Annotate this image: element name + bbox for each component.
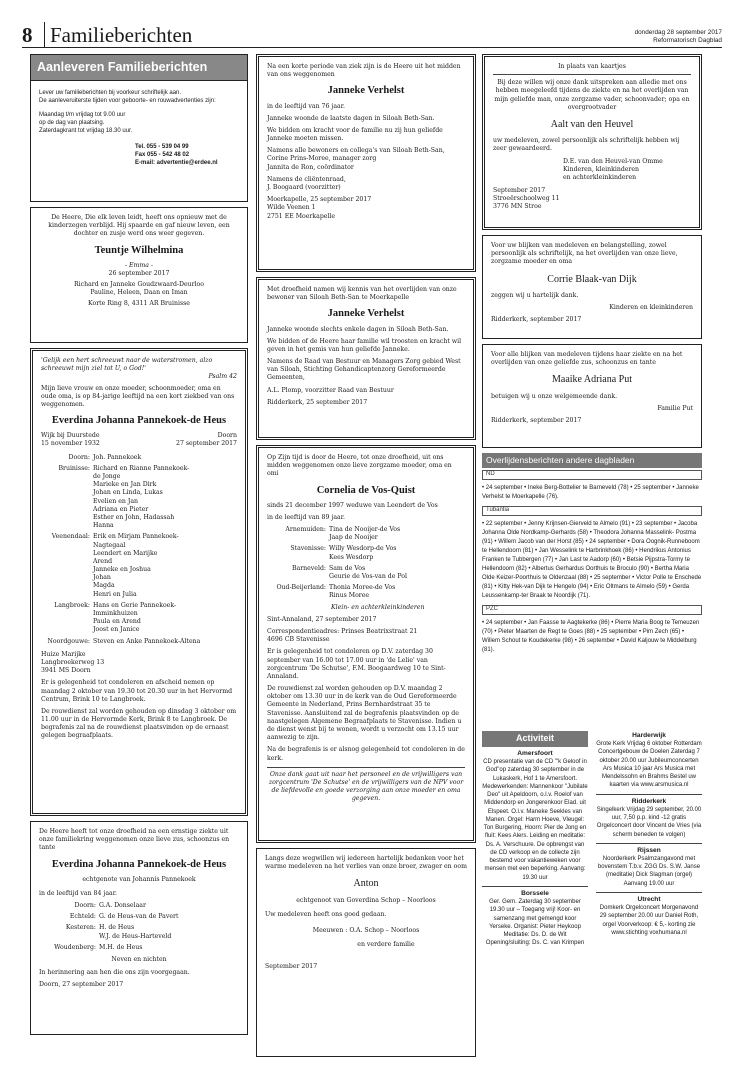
obit-text: Janneke woonde de laatste dagen in Siloah Beth-San. xyxy=(267,114,435,122)
page-number: 8 xyxy=(22,23,33,47)
page-header xyxy=(22,22,722,48)
obit-correspondence: Correspondentieadres: Prinses Beatrixstraat 21 xyxy=(267,627,418,635)
family-place: Doorn: xyxy=(74,902,96,910)
thanks-aalt xyxy=(482,54,702,230)
thanks-maaike xyxy=(482,344,702,448)
ad-body xyxy=(39,89,239,168)
thanks-spouse: echtgenoot van Goverdina Schop – Noorloos xyxy=(296,896,436,904)
obit-memory: In herinnering aan hen die ons zijn voorgegaan. xyxy=(39,969,190,977)
family-member: Geurie de Vos-van de Pol xyxy=(329,573,407,580)
family-member: Johan xyxy=(93,574,111,582)
activity-city: Harderwijk xyxy=(632,732,666,739)
thanks-signatory: Familie Put xyxy=(657,404,693,412)
family-members xyxy=(99,902,239,910)
activities-left xyxy=(482,731,588,1068)
ad-tel: Tel. 055 - 539 04 99 xyxy=(135,143,189,150)
family-members xyxy=(329,545,465,561)
obit-quote-ref: Psalm 42 xyxy=(208,373,237,381)
address-line: Langbroekerweg 13 xyxy=(41,658,105,666)
family-place: Noordgouwe: xyxy=(47,637,90,645)
family-member: de Jonge xyxy=(93,473,121,480)
obit-text: Janneke woonde slechts enkele dagen in Siloah Beth-San. xyxy=(267,325,449,333)
obituary-janneke-2 xyxy=(256,277,476,440)
thanks-intro: Voor alle blijken van medeleven tijdens haar ziekte en na het overlijden van onze geliefde zus, schoonzus en tante xyxy=(491,351,683,367)
family-member: Evelien en Jan xyxy=(93,497,139,505)
family-place: Langbroek: xyxy=(54,601,90,609)
obit-signatory: Corine Prins-Moree, manager zorg xyxy=(267,155,377,163)
family-row xyxy=(41,602,237,635)
activity-item xyxy=(482,749,588,882)
family-list xyxy=(39,902,239,952)
birth-date: 15 november 1932 xyxy=(41,440,100,448)
family-member: Janneke en Joshua xyxy=(93,566,151,574)
birth-announcement xyxy=(30,207,248,343)
birth-name: Teuntje Wilhelmina xyxy=(94,244,184,256)
family-member: Nagtegaal xyxy=(93,541,126,549)
obit-name: Everdina Johanna Pannekoek-de Heus xyxy=(51,858,227,870)
family-members xyxy=(93,465,237,531)
family-row xyxy=(39,944,239,952)
paper-tag-pzc: PZC xyxy=(482,605,702,615)
obit-date: Sint-Annaland, 27 september 2017 xyxy=(267,615,377,623)
obit-widow: sinds 21 december 1997 weduwe van Leendert de Vos xyxy=(267,501,438,509)
ad-title: Aanleveren Familieberichten xyxy=(31,55,247,81)
family-members xyxy=(99,913,239,921)
activity-city: Borssele xyxy=(521,889,549,897)
family-member: Kees Wesdorp xyxy=(329,553,374,561)
obituary-janneke-1 xyxy=(256,54,476,272)
thanks-signatory: en achterkleinkinderen xyxy=(563,173,637,181)
family-members xyxy=(99,924,239,940)
paper-tag-tubantia: Tubantia xyxy=(482,506,702,516)
activity-city: Rijssen xyxy=(637,846,661,854)
activities-list xyxy=(482,749,588,948)
obit-address xyxy=(41,651,237,676)
obit-thanks: Onze dank gaat uit naar het personeel en de vrijwilligers van zorgcentrum 'De Schutse' en de vrijwilligers van de NPV voor de liefdevolle en goede verzorging aan onze moeder en oma gegeven. xyxy=(267,767,465,804)
family-row xyxy=(267,565,465,581)
thanks-date: Ridderkerk, september 2017 xyxy=(491,416,582,424)
family-member: W.J. de Heus-Harteveld xyxy=(99,932,172,940)
thanks-signatory: en verdere familie xyxy=(357,941,415,949)
family-place: Kesteren: xyxy=(65,924,96,932)
family-row xyxy=(39,913,239,921)
family-member: Magda xyxy=(93,582,115,590)
activity-item xyxy=(596,794,702,839)
family-member: G. de Heus-van de Pavert xyxy=(99,913,179,921)
family-member: Steven en Anke Pannekoek-Altena xyxy=(93,637,201,645)
address-line: 3941 MS Doorn xyxy=(41,667,91,675)
ad-line: op de dag van plaatsing. xyxy=(39,119,105,126)
obit-spouse: echtgenote van Johannis Pannekoek xyxy=(82,875,196,883)
column-2 xyxy=(256,54,476,1062)
activity-text: Domkerk Orgelconcert Morgenavond 29 september 20.00 uur Daniel Roth, orgel Voorverkoop: € 5,- korting zie www.stichting voxhumana.nl xyxy=(599,905,699,936)
obit-correspondence: 4696 CB Stavenisse xyxy=(267,636,330,644)
obit-neven: Neven en nichten xyxy=(111,956,167,963)
obituary-everdina-1 xyxy=(30,348,248,816)
family-member: Tina de Nooijer-de Vos xyxy=(329,526,401,534)
family-member: Sam de Vos xyxy=(329,564,366,572)
family-place: Oud-Beijerland: xyxy=(276,584,326,592)
activity-text: Singelkerk Vrijdag 29 september, 20.00 uur, 7,50 p.p. kind -12 gratis Orgelconcert door Vincent de Vries (via scherm beneden te volgen) xyxy=(596,806,702,838)
obit-intro: De Heere heeft tot onze droefheid na een ernstige ziekte uit onze familiekring weggenomen onze lieve zus, schoonzus en tante xyxy=(39,828,230,852)
family-place: Barneveld: xyxy=(291,564,326,572)
obit-text: Namens de cliëntenraad, xyxy=(267,175,346,183)
family-member: Johan en Linda, Lukas xyxy=(93,489,163,497)
ad-fax: Fax 055 - 542 48 02 xyxy=(135,152,190,159)
family-place: Echteld: xyxy=(69,913,96,921)
family-members xyxy=(329,565,465,581)
obit-signatory: Jannita de Ron, coördinator xyxy=(267,163,354,171)
thanks-signatory: Kinderen, kleinkinderen xyxy=(563,165,640,173)
obit-intro: Mijn lieve vrouw en onze moeder, schoonmoeder, oma en oude oma, is op 84-jarige leeftijd na een kort ziekbed van ons weggenomen. xyxy=(41,384,235,408)
family-member: Esther en John, Hadassah xyxy=(93,513,175,521)
obit-date: Doorn, 27 september 2017 xyxy=(39,981,124,989)
obit-quote: 'Gelijk een hert schreeuwt naar de waterstromen, alzo schreeuwt mijn ziel tot U, o God!' xyxy=(41,357,213,373)
family-member: Jaap de Nooijer xyxy=(329,534,378,542)
thanks-text: zeggen wij u hartelijk dank. xyxy=(491,291,579,299)
obit-text: We bidden om kracht voor de familie nu zij hun geliefde Janneke moeten missen. xyxy=(267,126,443,143)
thanks-corrie xyxy=(482,235,702,339)
family-list xyxy=(267,526,465,601)
family-member: G.A. Donselaar xyxy=(99,902,146,910)
other-papers-title: Overlijdensberichten andere dagbladen xyxy=(482,453,702,468)
activities xyxy=(482,731,702,1068)
address-line: Moerkapelle, 25 september 2017 xyxy=(267,196,372,204)
family-member: Thonia Moree-de Vos xyxy=(329,584,396,592)
obit-text: Na de begrafenis is er alsnog gelegenheid tot condoleren in de kerk. xyxy=(267,746,465,762)
activity-item xyxy=(596,843,702,888)
header-meta xyxy=(635,29,722,45)
family-member: Henri en Julia xyxy=(93,590,137,598)
thanks-date: September 2017 xyxy=(265,963,318,971)
birth-nickname: - Emma - xyxy=(124,261,154,269)
thanks-intro: Voor uw blijken van medeleven en belangstelling, zowel persoonlijk als schriftelijk, na het overlijden van onze lieve, zorgzame moeder en oma xyxy=(491,242,678,266)
obit-text: Namens de Raad van Bestuur en Managers Zorg gebied West van Siloah, Stichting Gehandicaptenzorg Gereformeerde Gemeenten, xyxy=(267,358,461,382)
ad-line: De aanleveruiterste tijden voor geboorte- en rouwadvertenties zijn: xyxy=(39,97,216,104)
thanks-intro: Bij deze willen wij onze dank uitspreken aan alledie met ons hebben meegeleefd tijdens de ziekte en na het overlijden van mijn geliefde man, onze zorgzame vader, schoonvader; opa en overgrootvader xyxy=(494,79,690,111)
family-member: Marieke en Jan Dirk xyxy=(93,481,157,489)
thanks-anton xyxy=(256,848,476,1057)
birth-parents: Richard en Janneke Goudzwaard-Deurloo xyxy=(73,281,204,289)
death-place: Doorn xyxy=(217,432,237,440)
obit-intro: Op Zijn tijd is door de Heere, tot onze droefheid, uit ons midden weggenomen onze lieve zorgzame moeder, oma en omi xyxy=(267,454,452,478)
thanks-text: uw medeleven, zowel persoonlijk als schriftelijk hebben wij zeer gewaardeerd. xyxy=(493,137,680,153)
activity-city: Utrecht xyxy=(637,896,661,903)
thanks-intro: Langs deze wegwillen wij iedereen hartelijk bedanken voor het warme medeleven na het verlies van onze broer, zwager en oom xyxy=(265,855,467,871)
thanks-name: Anton xyxy=(353,878,379,890)
address-line: September 2017 xyxy=(493,187,546,195)
activities-right xyxy=(596,731,702,1068)
family-members xyxy=(93,454,237,462)
paper-tag-nd: ND xyxy=(482,470,702,480)
thanks-signatory: Meeuwen : O.A. Schop – Noorloos xyxy=(312,926,420,934)
column-3 xyxy=(482,54,702,1068)
address-line: 3776 MN Stroe xyxy=(493,203,542,211)
ad-line: Maandag t/m vrijdag tot 9.00 uur xyxy=(39,111,126,118)
birth-place: Wijk bij Duurstede xyxy=(41,432,100,440)
family-members xyxy=(329,584,465,600)
family-place: Veenendaal: xyxy=(51,533,90,541)
obit-service: De rouwdienst zal worden gehouden op dinsdag 3 oktober om 11.00 uur in de Hervormde Kerk, Brink 8 te Langbroek. De begrafenis zal na de rouwdienst plaatsvinden op de ernaast gelegen begraafplaats. xyxy=(41,707,237,740)
family-members xyxy=(93,638,237,646)
obit-condolence: Er is gelegenheid tot condoleren op D.V. zaterdag 30 september van 16.00 tot 17.00 uur in 'de Lelie' van zorgcentrum 'De Schutse', F.M. Boogaardweg 10 te Sint-Annaland. xyxy=(267,648,446,680)
activities-title: Activiteit xyxy=(482,731,588,747)
paper-list-nd: • 24 september • Ineke Berg-Bottelier te Barneveld (78) • 25 september • Janneke Verhelst te Moerkapelle (76). xyxy=(482,485,699,501)
family-member: Rinus Moree xyxy=(329,592,370,600)
paper-list-tubantia: • 22 september • Jenny Krijnsen-Gierveld te Almelo (91) • 23 september • Jacoba Johanna Olde Nordkamp-Gerhards (58) • Theodora Johanna Masselink- Postma (91) • Willem Jacob van der Horst (85) • 24 september • Dora Oognik-Runneboom te Hellendoorn (81) • Jan Wesselink te Harbrinkhoek (86) • Hendrikus Antonius Franken te Tubbergen (77) • Jan Last te Aadorp (60) • Betsie Pijpstra-Tormy te Hellendoorn (82) • Albertus Gerhardus Oorthuis te Broculo (90) • Bertha Maria Olde Keizer-Poorthuis te Oldenzaal (88) • 25 september • Victor Polle te Enschede (81) • Kitty Hek-van Dijk te Hengelo (94) • Eric Oltmans te Almelo (59) • Gerda Leussenkamp-ter Braak te Noordijk (71). xyxy=(482,521,702,600)
family-members xyxy=(99,944,239,952)
obituary-everdina-2 xyxy=(30,821,248,1035)
family-members xyxy=(93,602,237,635)
family-place: Bruinisse: xyxy=(58,464,90,472)
family-row xyxy=(267,526,465,542)
ad-email[interactable]: E-mail: advertentie@erdee.nl xyxy=(135,160,218,167)
address-line: Stroeërschoolweg 11 xyxy=(493,195,560,203)
ad-line: Zaterdagkrant tot vrijdag 18.30 uur. xyxy=(39,127,133,134)
family-member: Richard en Rianne Pannekoek- xyxy=(93,464,190,472)
thanks-signatory: D.E. van den Heuvel-van Omme xyxy=(563,157,663,165)
family-member: Hans en Gerie Pannekoek- xyxy=(93,601,177,609)
obit-name: Cornelia de Vos-Quist xyxy=(316,484,416,496)
family-row xyxy=(41,465,237,531)
family-member: Joh. Pannekoek xyxy=(93,453,142,461)
family-place: Woudenberg: xyxy=(54,943,96,951)
obit-name: Everdina Johanna Pannekoek-de Heus xyxy=(51,415,227,427)
obit-service: De rouwdienst zal worden gehouden op D.V. maandag 2 oktober om 13.30 uur in de kerk van de Oud Gereformeerde Gemeente in Nederland, Prins Bernhardstraat 35 te Stavenisse. Aansluitend zal de begrafenis plaatsvinden op de naastgelegen Algemene Begraafplaats te Stavenisse. Indien u de dienst wenst bij te wonen, wordt u verzocht om 13.15 uur aanwezig te zijn. xyxy=(267,685,462,742)
activity-text: Noorderkerk Psalmzangavond met bovenstem T.b.v. ZGG Ds. S.W. Janse (meditatie) Dick Slagman (orgel) Aanvang 19.00 uur xyxy=(597,855,701,887)
thanks-name: Maaike Adriana Put xyxy=(552,374,632,386)
obit-name: Janneke Verhelst xyxy=(327,85,405,97)
family-row xyxy=(41,533,237,599)
family-row xyxy=(41,454,237,462)
family-member: Leendert en Marijke xyxy=(93,549,158,557)
obit-condolence: Er is gelegenheid tot condoleren en afscheid nemen op maandag 2 oktober van 19.30 tot 20.30 uur in het Hervormd Centrum, Brink 10 te Langbroek. xyxy=(41,679,233,703)
address-line: Wilde Veenen 1 xyxy=(267,204,316,212)
family-place: Doorn: xyxy=(68,453,90,461)
family-member: H. de Heus xyxy=(99,924,135,932)
activity-item xyxy=(482,886,588,948)
family-list xyxy=(41,454,237,646)
paper-list-pzc: • 24 september • Jan Faasse te Aagtekerke (86) • Pierre Maria Boog te Temeuzen (70) • Pieter Maarten de Regt te Goes (88) • 25 september • Pim Zech (65) • Willem Schout te Koudekerke (98) • 26 september • David Kaljouw te Middelburg (81). xyxy=(482,619,700,653)
obit-text: A.L. Plomp, voorzitter Raad van Bestuur xyxy=(267,386,394,394)
activity-city: Amersfoort xyxy=(517,749,553,757)
section-title: Familieberichten xyxy=(44,22,192,48)
obit-date: Ridderkerk, 25 september 2017 xyxy=(267,398,368,406)
activity-text: CD presentatie van de CD "'k Geloof in God"op zaterdag 30 september in de Lukaskerk, Hof 1 te Amersfoort. Medewerkenden: Mannenkoor "Jubilate Deo" uit Apeldoorn, o.l.v. Roelof van Middendorp en Jongerenkoor Elad. uit Elspeet. O.l.v. Maneke Seekles van Manen. Orgel: Harm Hoeve, Vleugel: Ton Burgering, Hoorn: Pier de Jong en fluit: Kees Alers. Leiding en meditatie: Ds. A. Verschuure. De opbrengst van de CD verkoop en de collecte zijn bestemd voor vakantieweken voor mensen met een beperking. Aanvang: 19.30 uur xyxy=(482,758,588,881)
family-place: Arnemuiden: xyxy=(285,526,326,534)
birth-address: Korte Ring 8, 4311 AR Bruinisse xyxy=(88,300,190,308)
family-row xyxy=(41,638,237,646)
obit-dates xyxy=(41,432,237,448)
thanks-signatory: Kinderen en kleinkinderen xyxy=(609,303,693,311)
birth-date: 26 september 2017 xyxy=(108,269,170,277)
address-line: 2751 EE Moerkapelle xyxy=(267,212,336,220)
family-member: Adriana en Pieter xyxy=(93,505,149,513)
ad-line: Lever uw familieberichten bij voorkeur schriftelijk aan. xyxy=(39,89,182,96)
family-members xyxy=(329,526,465,542)
family-member: M.H. de Heus xyxy=(99,943,143,951)
obit-age: in de leeftijd van 89 jaar. xyxy=(267,513,345,521)
activity-text: Ger. Gem. Zaterdag 30 september 19.30 uur – Toegang vrij! Koor- en samenzang met gemengd koor Yerseke. Organist: Pieter Heykoop Meditatie: Ds. D. de Wit Opening/sluiting: Ds. C. van Krimpen xyxy=(485,899,585,947)
activity-item xyxy=(596,731,702,790)
address-line: Huize Marijke xyxy=(41,650,86,658)
thanks-date: Ridderkerk, september 2017 xyxy=(491,316,582,324)
obit-text: Namens alle bewoners en collega's van Siloah Beth-San, xyxy=(267,147,445,155)
obit-text: We bidden of de Heere haar familie wil troosten en kracht wil geven in het gemis van hun geliefde Janneke. xyxy=(267,337,462,353)
death-date: 27 september 2017 xyxy=(176,440,237,448)
family-member: Hanna xyxy=(93,522,114,530)
obit-age: in de leeftijd van 76 jaar. xyxy=(267,102,345,110)
obit-intro: Na een korte periode van ziek zijn is de Heere uit het midden van ons weggenomen xyxy=(267,63,461,79)
family-member: Erik en Mirjam Pannekoek- xyxy=(93,533,179,541)
family-member: Willy Wesdorp-de Vos xyxy=(329,545,397,553)
obit-age: in de leeftijd van 84 jaar. xyxy=(39,889,117,897)
family-row xyxy=(39,902,239,910)
thanks-header: In plaats van kaartjes xyxy=(493,63,691,75)
obituary-cornelia xyxy=(256,445,476,843)
thanks-text: betuigen wij u onze welgemeende dank. xyxy=(491,392,618,400)
activity-item xyxy=(596,892,702,937)
obit-signatory: J. Boogaard (voorzitter) xyxy=(267,184,341,191)
activity-city: Ridderkerk xyxy=(631,797,667,805)
other-papers xyxy=(482,453,702,725)
submission-ad xyxy=(30,54,248,202)
family-members xyxy=(93,533,237,599)
family-row xyxy=(267,584,465,600)
thanks-text: Uw medeleven heeft ons goed gedaan. xyxy=(265,910,387,918)
family-member: Paula en Arend xyxy=(93,618,141,626)
birth-siblings: Pauline, Heleen, Daan en Iman xyxy=(90,289,188,297)
activity-text: Grote Kerk Vrijdag 6 oktober Rotterdam Concertgebouw de Doelen Zaterdag 7 oktober 20.00 uur Jubileumconcerten Ars Musica 10 jaar Ars Musica met Mendelssohn en Brahms Bestel uw kaarten via www.arsmusica.nl xyxy=(596,741,702,789)
header-date: donderdag 28 september 2017 xyxy=(634,29,722,36)
header-paper: Reformatorisch Dagblad xyxy=(653,37,722,44)
obit-name: Janneke Verhelst xyxy=(327,308,405,320)
birth-text: De Heere, Die elk leven leidt, heeft ons opnieuw met de kinderzegen verblijd. Hij spaarde en gaf nieuw leven, een dochter en zusje werd ons weer gegeven. xyxy=(48,214,230,238)
obit-intro: Met droefheid namen wij kennis van het overlijden van onze bewoner van Siloah Beth-San te Moerkapelle xyxy=(267,286,457,302)
family-row xyxy=(267,545,465,561)
thanks-name: Aalt van den Heuvel xyxy=(550,118,634,130)
family-place: Stavenisse: xyxy=(290,545,326,553)
family-member: Joost en Janice xyxy=(93,626,140,634)
family-member: Arend xyxy=(93,557,113,565)
obit-grandchildren: Klein- en achterkleinkinderen xyxy=(331,603,425,611)
thanks-name: Corrie Blaak-van Dijk xyxy=(547,273,637,285)
column-1 xyxy=(30,54,248,1040)
family-member: Imminkhuizen xyxy=(93,610,138,617)
family-row xyxy=(39,924,239,940)
